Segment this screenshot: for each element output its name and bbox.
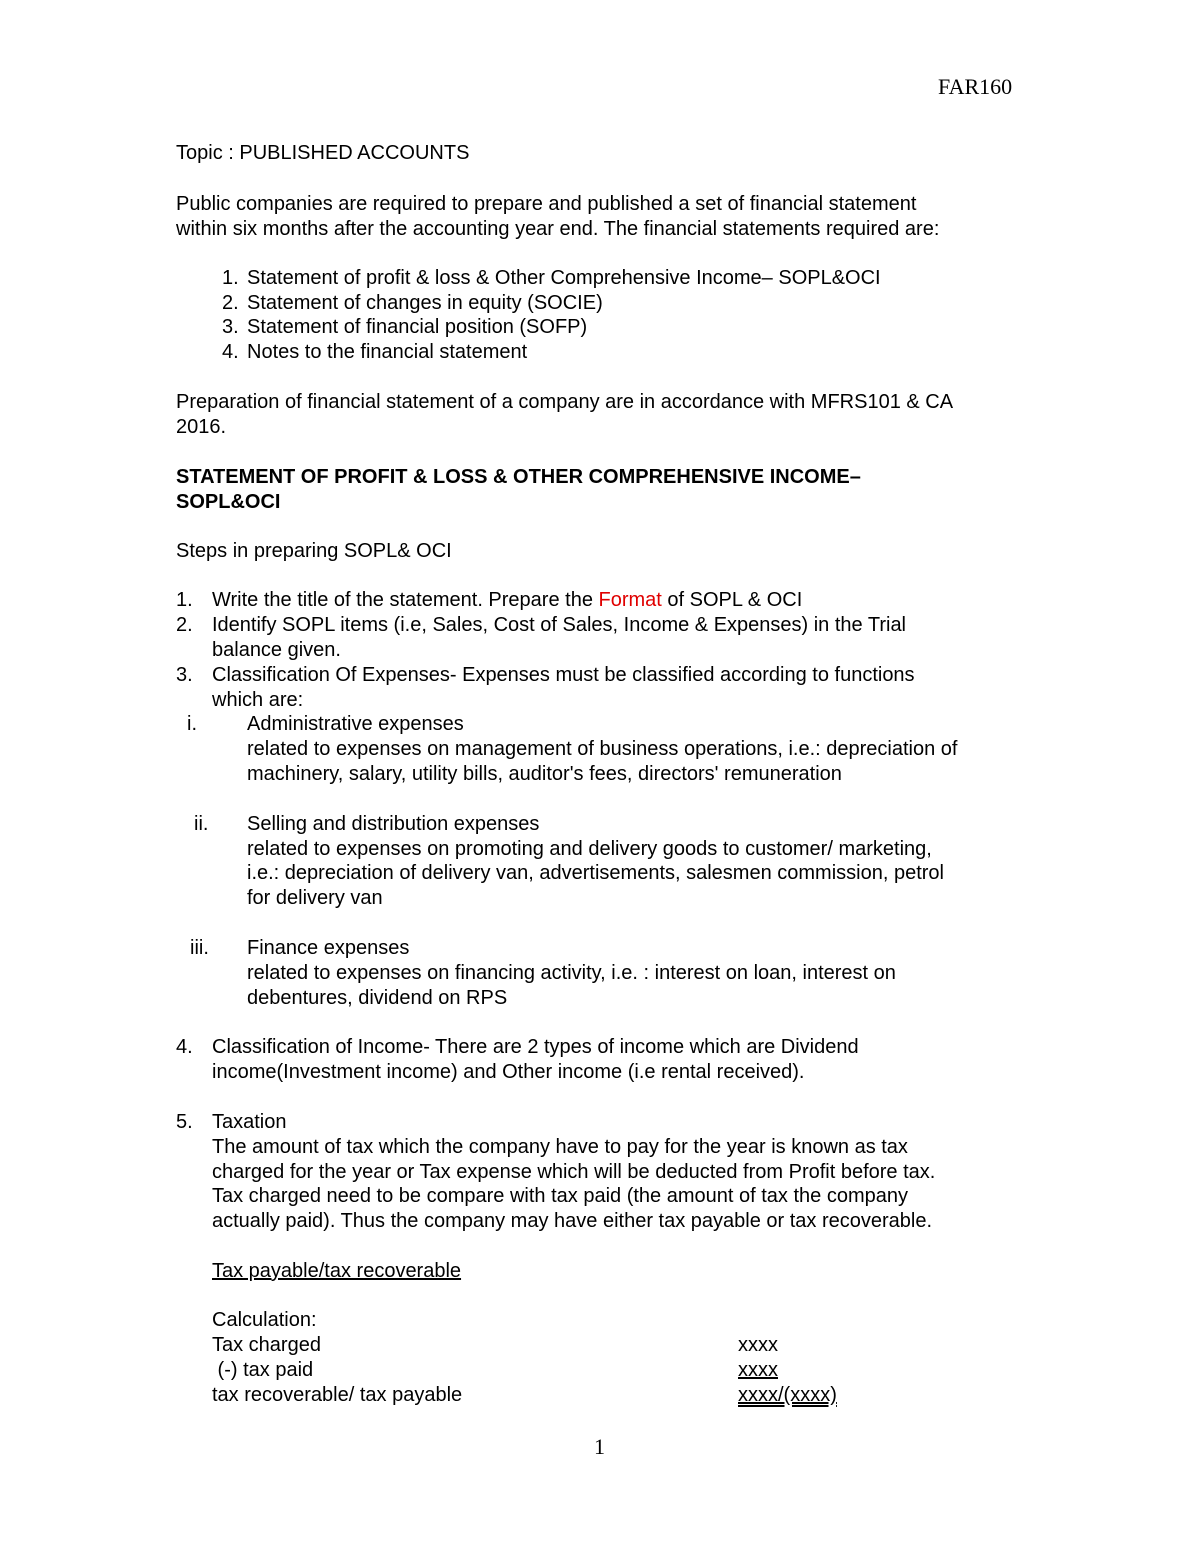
statement-item-4: Notes to the financial statement: [247, 341, 528, 363]
statement-item-2: Statement of changes in equity (SOCIE): [247, 292, 603, 314]
expense-num-ii: ii.: [194, 813, 209, 835]
step-2-line-1: Identify SOPL items (i.e, Sales, Cost of Sales, Income & Expenses) in the Trial: [212, 614, 907, 636]
expense-admin-line-2: machinery, salary, utility bills, auditor's fees, directors' remuneration: [247, 763, 842, 785]
step-3-line-1: Classification Of Expenses- Expenses must be classified according to functions: [212, 664, 915, 686]
section-heading-line-1: STATEMENT OF PROFIT & LOSS & OTHER COMPREHENSIVE INCOME–: [176, 466, 861, 488]
calc-row-label-result: tax recoverable/ tax payable: [212, 1384, 463, 1406]
intro-line-2: within six months after the accounting year end. The financial statements required are:: [176, 218, 940, 240]
statement-num-1: 1.: [222, 267, 239, 289]
expense-finance-line-2: debentures, dividend on RPS: [247, 987, 508, 1009]
step-5-line-2: charged for the year or Tax expense which will be deducted from Profit before tax.: [212, 1161, 936, 1183]
step-2-line-2: balance given.: [212, 639, 341, 661]
expense-num-i: i.: [187, 713, 197, 735]
topic-title: Topic : PUBLISHED ACCOUNTS: [176, 142, 470, 164]
calc-row-label-tax-charged: Tax charged: [212, 1334, 321, 1356]
calc-row-value-result: xxxx/(xxxx): [738, 1384, 837, 1406]
step-1-post: of SOPL & OCI: [661, 589, 803, 611]
calculation-label: Calculation:: [212, 1309, 317, 1331]
statement-num-2: 2.: [222, 292, 239, 314]
step-num-2: 2.: [176, 614, 193, 636]
format-highlight: Format: [598, 589, 662, 611]
section-heading-line-2: SOPL&OCI: [176, 491, 281, 513]
step-num-3: 3.: [176, 664, 193, 686]
tax-payable-heading: Tax payable/tax recoverable: [212, 1260, 462, 1282]
expense-num-iii: iii.: [190, 937, 209, 959]
intro-line-1: Public companies are required to prepare and published a set of financial statement: [176, 193, 917, 215]
step-num-5: 5.: [176, 1111, 193, 1133]
expense-selling-line-1: related to expenses on promoting and delivery goods to customer/ marketing,: [247, 838, 932, 860]
statement-num-4: 4.: [222, 341, 239, 363]
step-4-line-2: income(Investment income) and Other income (i.e rental received).: [212, 1061, 805, 1083]
step-5-line-1: The amount of tax which the company have to pay for the year is known as tax: [212, 1136, 908, 1158]
step-5-title: Taxation: [212, 1111, 287, 1133]
step-4-line-1: Classification of Income- There are 2 types of income which are Dividend: [212, 1036, 859, 1058]
step-num-4: 4.: [176, 1036, 193, 1058]
expense-finance-line-1: related to expenses on financing activity, i.e. : interest on loan, interest on: [247, 962, 896, 984]
step-5-line-4: actually paid). Thus the company may have either tax payable or tax recoverable.: [212, 1210, 933, 1232]
step-1-text: [212, 588, 802, 613]
expense-selling-line-3: for delivery van: [247, 887, 383, 909]
statement-item-3: Statement of financial position (SOFP): [247, 316, 588, 338]
expense-title-selling: Selling and distribution expenses: [247, 813, 540, 835]
statement-num-3: 3.: [222, 316, 239, 338]
step-1-pre: Write the title of the statement. Prepare the: [212, 589, 599, 611]
document-code: FAR160: [938, 74, 1013, 99]
calc-row-label-tax-paid: (-) tax paid: [212, 1359, 314, 1381]
calc-row-value-tax-paid: xxxx: [738, 1359, 778, 1381]
statement-item-1: Statement of profit & loss & Other Comprehensive Income– SOPL&OCI: [247, 267, 881, 289]
expense-admin-line-1: related to expenses on management of business operations, i.e.: depreciation of: [247, 738, 958, 760]
step-num-1: 1.: [176, 589, 193, 611]
step-5-line-3: Tax charged need to be compare with tax paid (the amount of tax the company: [212, 1185, 908, 1207]
steps-title: Steps in preparing SOPL& OCI: [176, 540, 452, 562]
calc-row-value-tax-charged: xxxx: [738, 1334, 778, 1356]
preparation-line-2: 2016.: [176, 416, 227, 438]
step-3-line-2: which are:: [212, 689, 304, 711]
preparation-line-1: Preparation of financial statement of a company are in accordance with MFRS101 & CA: [176, 391, 954, 413]
page-number: 1: [594, 1434, 605, 1459]
expense-title-admin: Administrative expenses: [247, 713, 464, 735]
expense-title-finance: Finance expenses: [247, 937, 410, 959]
expense-selling-line-2: i.e.: depreciation of delivery van, advertisements, salesmen commission, petrol: [247, 862, 944, 884]
